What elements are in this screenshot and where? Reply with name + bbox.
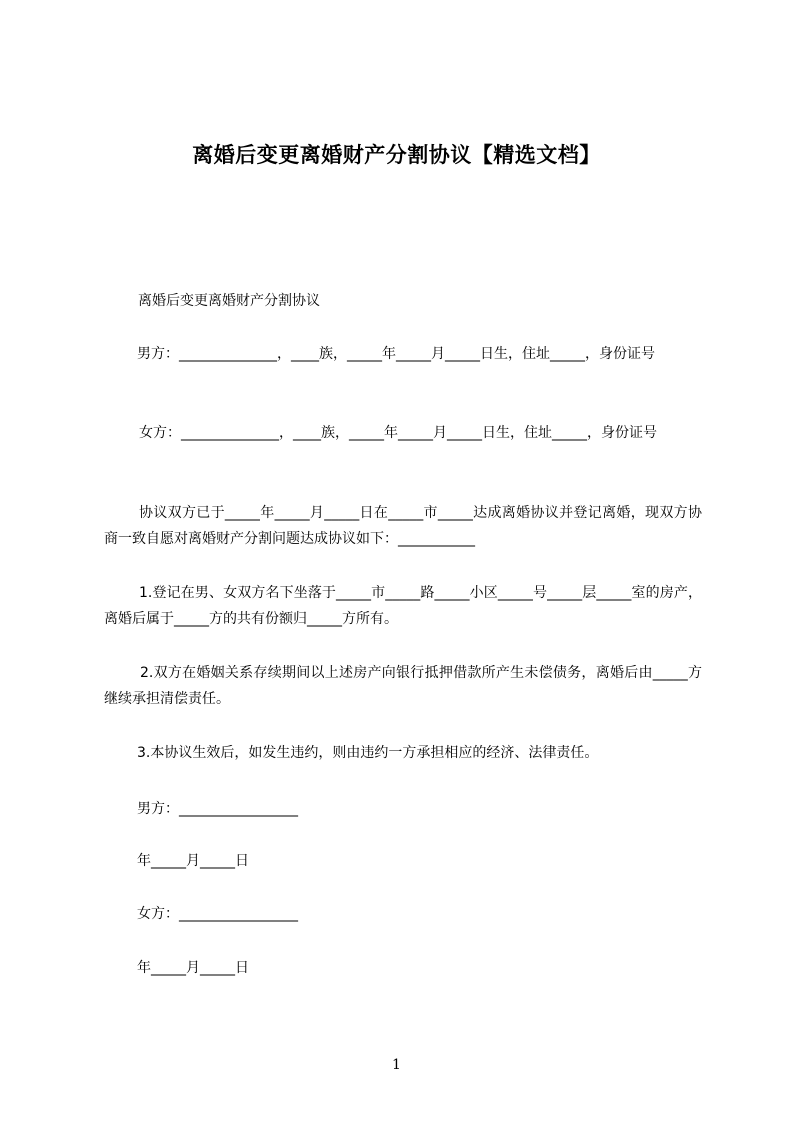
document-title: 离婚后变更离婚财产分割协议【精选文档】 xyxy=(192,143,601,167)
male-date-line: 年_____月_____日 xyxy=(137,853,249,869)
page-number: 1 xyxy=(392,1057,401,1073)
male-signature-line: 男方：_________________ xyxy=(137,801,298,817)
female-date-line: 年_____月_____日 xyxy=(137,960,249,976)
document-subtitle: 离婚后变更离婚财产分割协议 xyxy=(138,293,320,309)
clause-1-paragraph: 1.登记在男、女双方名下坐落于_____市_____路_____小区_____号_____层_____室的房产，离婚后属于_____方的共有份额归_____方所有。 xyxy=(104,585,702,627)
female-party-paragraph: 女方：______________，____族，_____年_____月_____日生，住址_____，身份证号 xyxy=(139,425,657,441)
female-signature-line: 女方：_________________ xyxy=(137,906,298,922)
male-party-paragraph: 男方：______________，____族，_____年_____月_____日生，住址_____，身份证号 xyxy=(137,346,655,362)
clause-3-paragraph: 3.本协议生效后，如发生违约，则由违约一方承担相应的经济、法律责任。 xyxy=(137,745,599,761)
clause-2-paragraph: 2.双方在婚姻关系存续期间以上述房产向银行抵押借款所产生未偿债务，离婚后由_____方继续承担清偿责任。 xyxy=(104,665,702,707)
preamble-paragraph: 协议双方已于_____年_____月_____日在_____市_____达成离婚协议并登记离婚，现双方协商一致自愿对离婚财产分割问题达成协议如下：___________ xyxy=(104,505,702,547)
